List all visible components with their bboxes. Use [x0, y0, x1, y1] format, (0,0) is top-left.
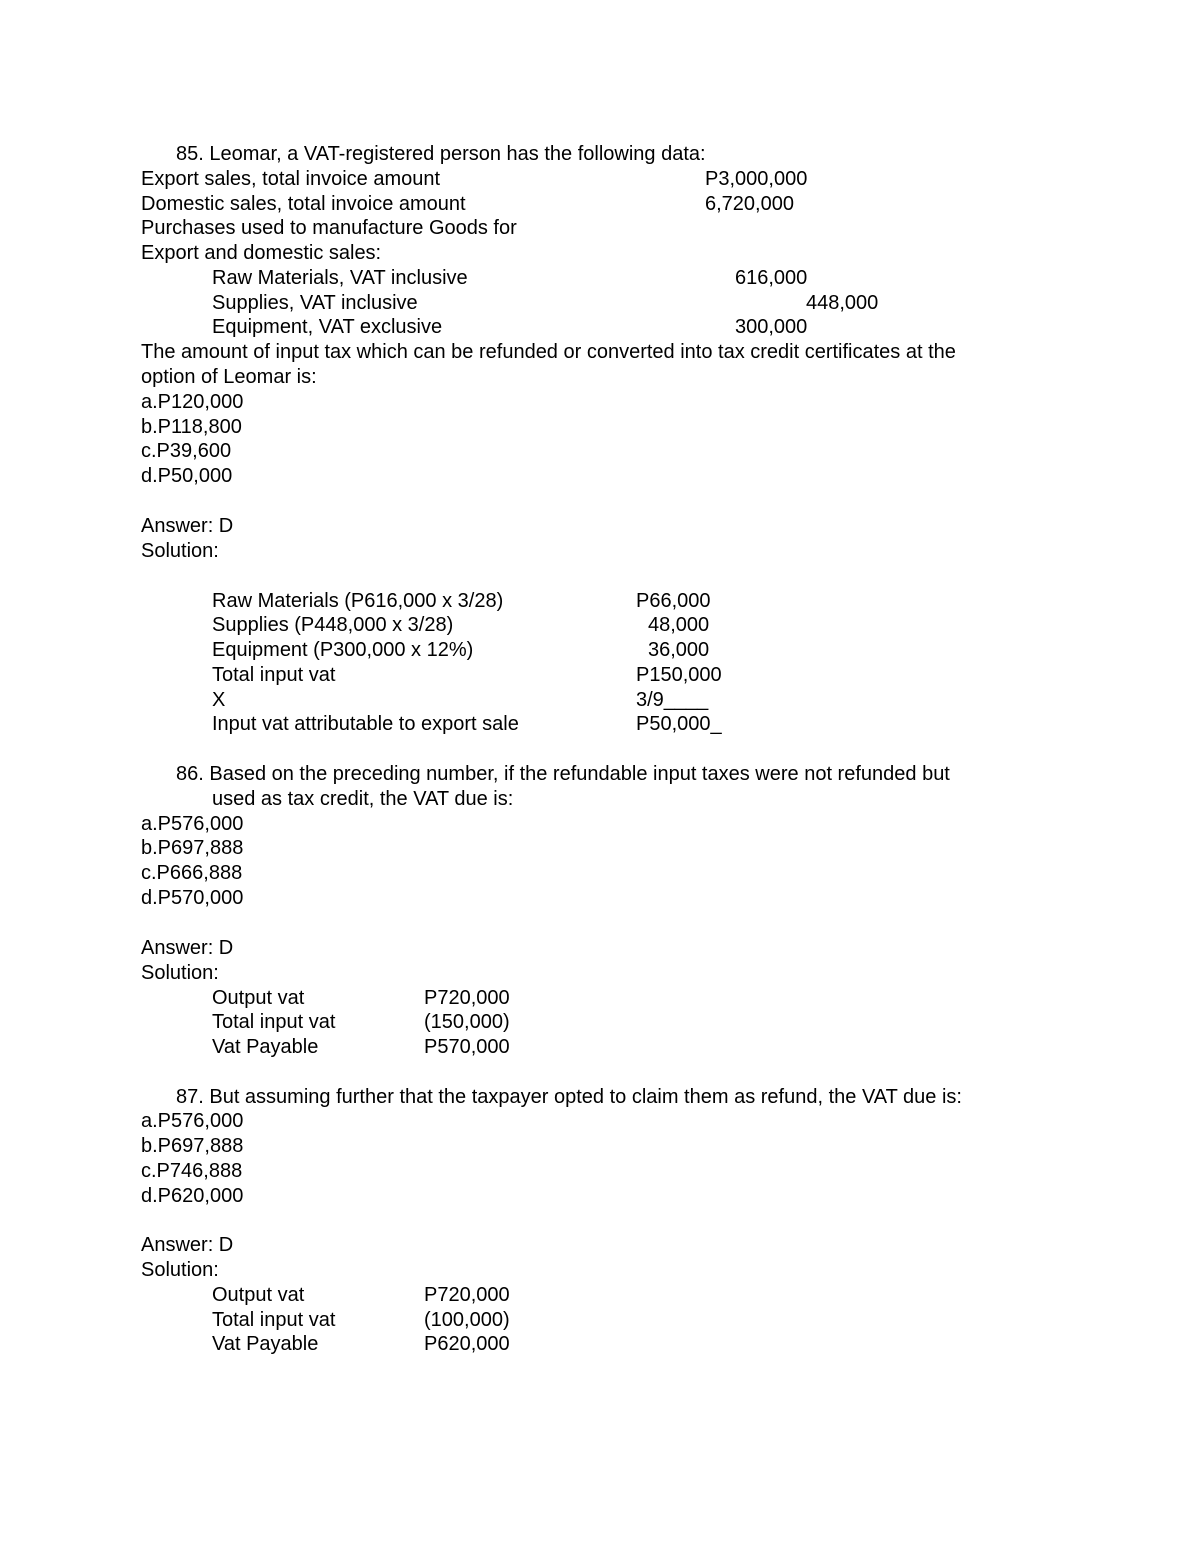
answer-option: a.P120,000 [141, 391, 244, 413]
solution-label: Total input vat [212, 1011, 336, 1033]
solution-value: P720,000 [424, 1284, 510, 1306]
data-label: Raw Materials, VAT inclusive [212, 267, 468, 289]
solution-label: Total input vat [212, 1309, 336, 1331]
data-label: Export sales, total invoice amount [141, 168, 441, 190]
solution-label: Raw Materials (P616,000 x 3/28) [212, 590, 504, 612]
solution-value: P150,000 [636, 664, 722, 686]
data-label: Purchases used to manufacture Goods for [141, 217, 517, 239]
data-label: Equipment, VAT exclusive [212, 316, 443, 338]
data-value: 6,720,000 [705, 193, 794, 215]
answer-option: b.P697,888 [141, 837, 244, 859]
solution-value: P50,000_ [636, 713, 722, 735]
answer-option: c.P666,888 [141, 862, 243, 884]
question-stem: 86. Based on the preceding number, if the refundable input taxes were not refunded but [176, 763, 950, 785]
question-stem: 85. Leomar, a VAT-registered person has the following data: [176, 143, 706, 165]
solution-label: Vat Payable [212, 1036, 319, 1058]
question-text: The amount of input tax which can be refunded or converted into tax credit certificates at the [141, 341, 956, 363]
solution-heading: Solution: [141, 1259, 219, 1281]
solution-value: (150,000) [424, 1011, 510, 1033]
solution-label: Supplies (P448,000 x 3/28) [212, 614, 454, 636]
solution-label: X [212, 689, 226, 711]
solution-heading: Solution: [141, 540, 219, 562]
solution-value: P720,000 [424, 987, 510, 1009]
data-label: Export and domestic sales: [141, 242, 382, 264]
answer-option: a.P576,000 [141, 813, 244, 835]
solution-value: 48,000 [648, 614, 710, 636]
answer-line: Answer: D [141, 937, 234, 959]
data-label: Supplies, VAT inclusive [212, 292, 418, 314]
answer-option: c.P746,888 [141, 1160, 243, 1182]
solution-label: Total input vat [212, 664, 336, 686]
solution-value: 36,000 [648, 639, 710, 661]
question-stem: used as tax credit, the VAT due is: [212, 788, 514, 810]
question-stem: 87. But assuming further that the taxpayer opted to claim them as refund, the VAT due is: [176, 1086, 962, 1108]
solution-label: Output vat [212, 987, 305, 1009]
question-text: option of Leomar is: [141, 366, 317, 388]
answer-option: b.P118,800 [141, 416, 242, 438]
answer-option: d.P620,000 [141, 1185, 244, 1207]
data-value: 300,000 [735, 316, 808, 338]
data-value: 616,000 [735, 267, 808, 289]
data-value: P3,000,000 [705, 168, 808, 190]
answer-line: Answer: D [141, 1234, 234, 1256]
data-value: 448,000 [806, 292, 879, 314]
solution-label: Input vat attributable to export sale [212, 713, 519, 735]
data-label: Domestic sales, total invoice amount [141, 193, 466, 215]
solution-value: P620,000 [424, 1333, 510, 1355]
answer-line: Answer: D [141, 515, 234, 537]
answer-option: d.P50,000 [141, 465, 233, 487]
answer-option: a.P576,000 [141, 1110, 244, 1132]
solution-label: Vat Payable [212, 1333, 319, 1355]
answer-option: b.P697,888 [141, 1135, 244, 1157]
answer-option: d.P570,000 [141, 887, 244, 909]
solution-label: Equipment (P300,000 x 12%) [212, 639, 474, 661]
solution-label: Output vat [212, 1284, 305, 1306]
solution-value: P66,000 [636, 590, 711, 612]
solution-heading: Solution: [141, 962, 219, 984]
solution-value: 3/9____ [636, 689, 709, 711]
answer-option: c.P39,600 [141, 440, 232, 462]
solution-value: P570,000 [424, 1036, 510, 1058]
solution-value: (100,000) [424, 1309, 510, 1331]
